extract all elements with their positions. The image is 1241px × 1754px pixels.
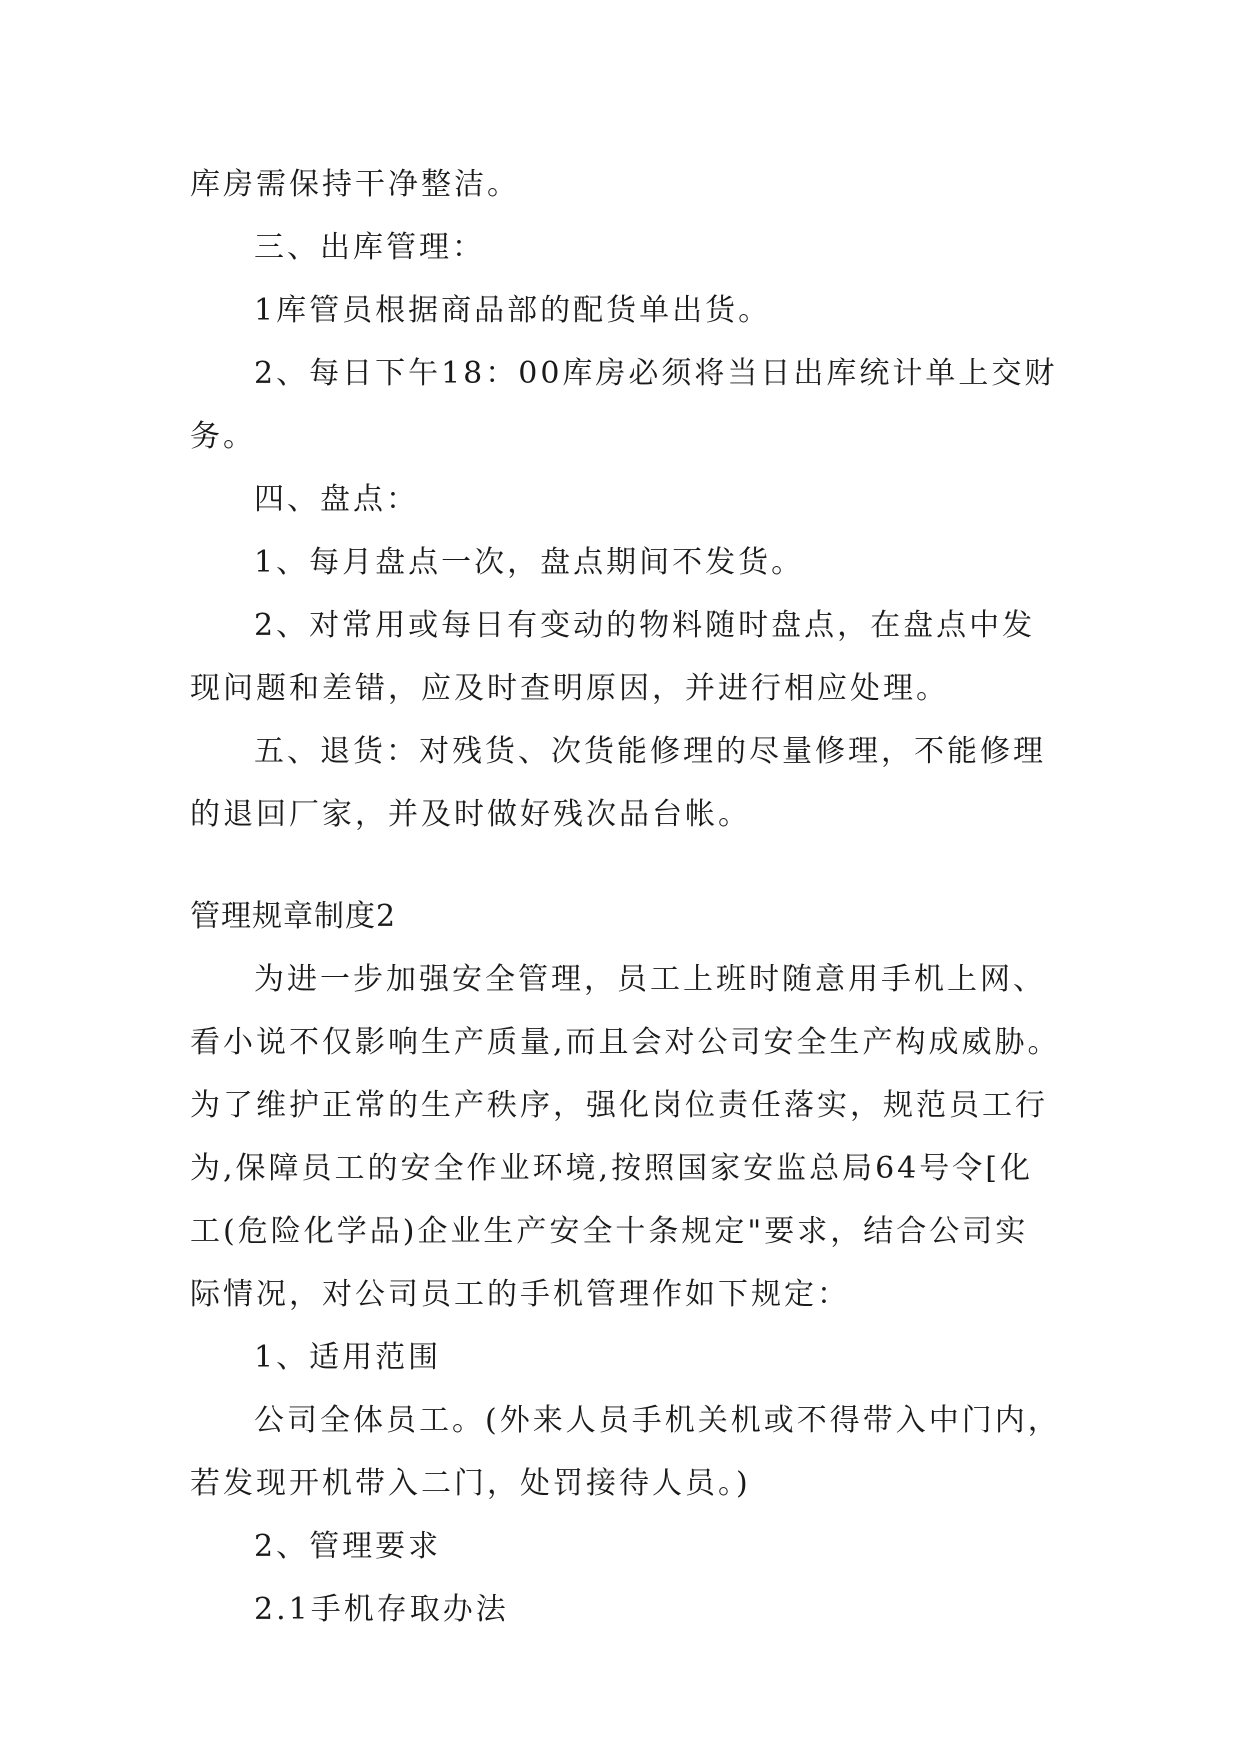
text-line: 际情况，对公司员工的手机管理作如下规定： xyxy=(190,1277,850,1312)
section-heading: 四、盘点： xyxy=(254,482,419,517)
document-title: 管理规章制度2 xyxy=(190,899,397,934)
section-heading: 2、管理要求 xyxy=(254,1529,442,1564)
text-line: 工(危险化学品)企业生产安全十条规定"要求，结合公司实 xyxy=(190,1214,1029,1249)
text-line: 务。 xyxy=(190,419,256,454)
text-line: 1库管员根据商品部的配货单出货。 xyxy=(254,293,772,328)
text-line: 公司全体员工。(外来人员手机关机或不得带入中门内， xyxy=(254,1403,1061,1438)
text-line: 为,保障员工的安全作业环境,按照国家安监总局64号令[化 xyxy=(190,1151,1033,1186)
text-line: 库房需保持干净整洁。 xyxy=(190,167,520,202)
section-heading: 2.1手机存取办法 xyxy=(254,1592,509,1627)
text-line: 为进一步加强安全管理，员工上班时随意用手机上网、 xyxy=(254,962,1046,997)
section-heading: 三、出库管理： xyxy=(254,230,485,265)
text-line: 2、每日下午18：00库房必须将当日出库统计单上交财 xyxy=(254,356,1058,391)
section-heading: 五、退货：对残货、次货能修理的尽量修理，不能修理 xyxy=(254,734,1046,769)
section-heading: 1、适用范围 xyxy=(254,1340,442,1375)
text-line: 2、对常用或每日有变动的物料随时盘点，在盘点中发 xyxy=(254,608,1036,643)
text-line: 为了维护正常的生产秩序，强化岗位责任落实，规范员工行 xyxy=(190,1088,1048,1123)
text-line: 1、每月盘点一次，盘点期间不发货。 xyxy=(254,545,805,580)
text-line: 若发现开机带入二门，处罚接待人员。) xyxy=(190,1466,751,1501)
text-line: 的退回厂家，并及时做好残次品台帐。 xyxy=(190,797,751,832)
text-line: 看小说不仅影响生产质量,而且会对公司安全生产构成威胁。 xyxy=(190,1025,1061,1060)
text-line: 现问题和差错，应及时查明原因，并进行相应处理。 xyxy=(190,671,949,706)
